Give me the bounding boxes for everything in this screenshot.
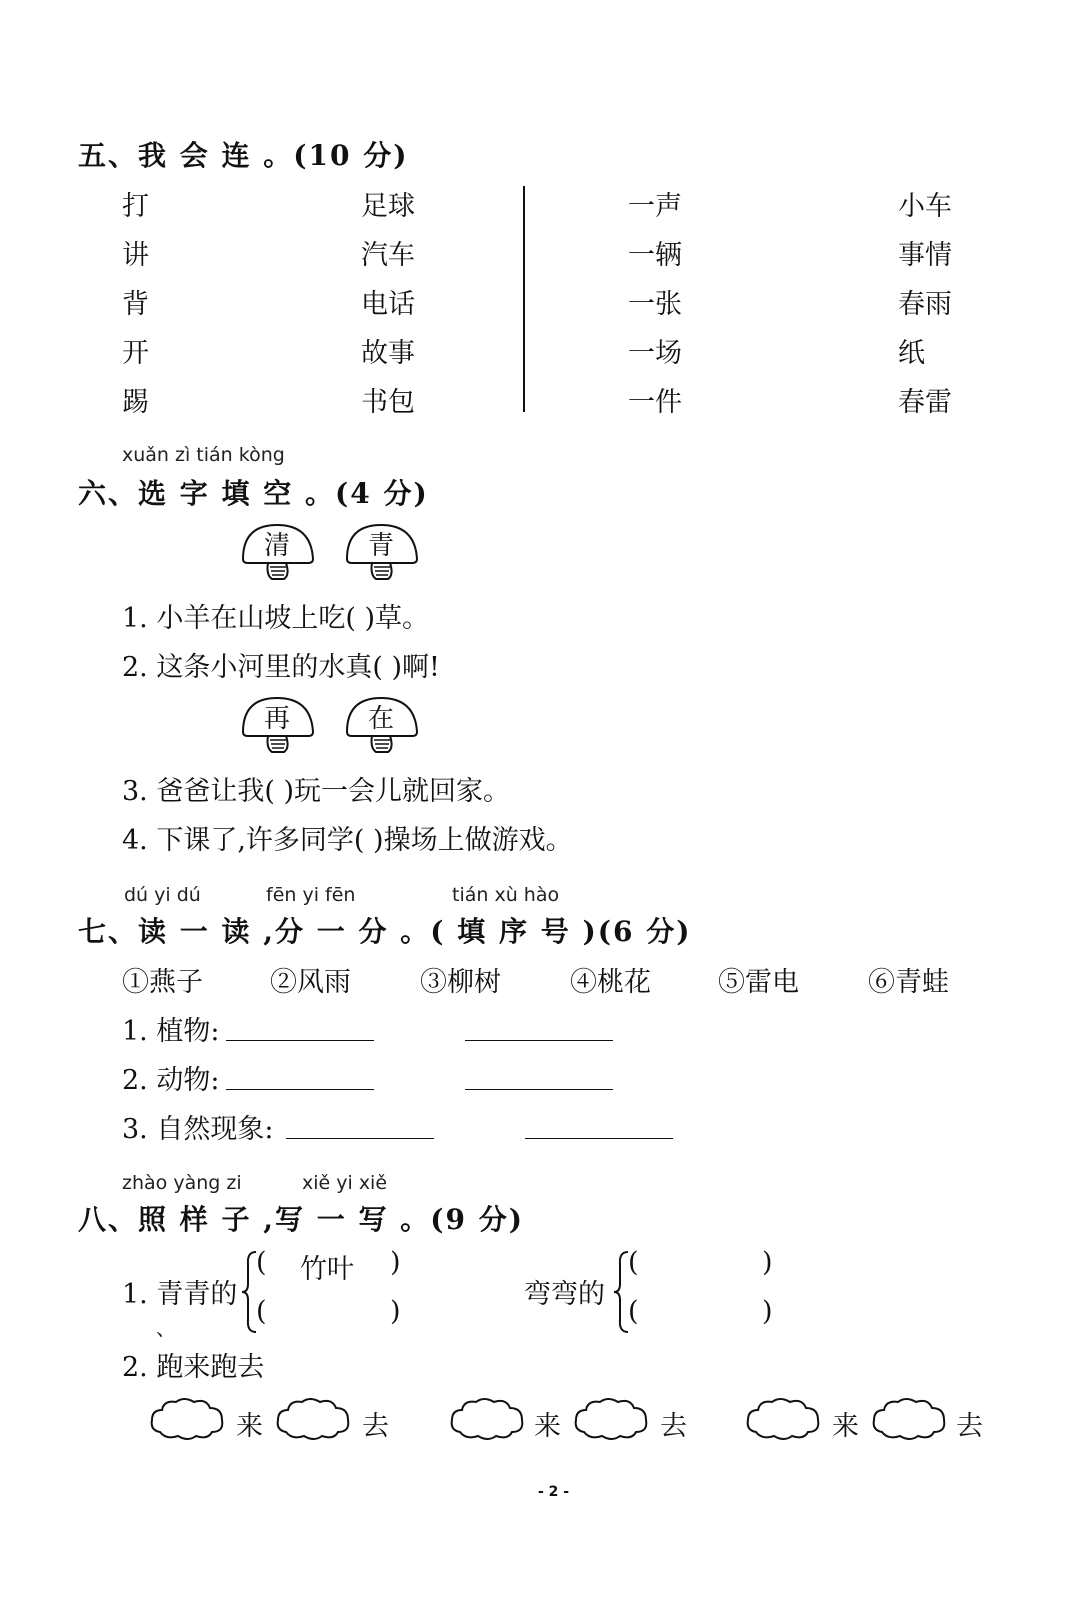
- paren-open: (: [628, 1296, 639, 1327]
- section7-pinyin-1: dú yi dú: [124, 884, 201, 906]
- answer-blank[interactable]: [286, 1138, 434, 1139]
- answer-blank[interactable]: [226, 1040, 374, 1041]
- example-label-qingqing: 1. 青青的: [122, 1279, 238, 1310]
- char-lai: 来: [832, 1411, 859, 1442]
- cloud-blank-icon[interactable]: [448, 1394, 526, 1444]
- match-right-noun-1: 小车: [898, 191, 952, 222]
- section8-pinyin-2: xiě yi xiě: [302, 1172, 388, 1194]
- cloud-blank-icon[interactable]: [572, 1394, 650, 1444]
- fill-question-4: 4. 下课了,许多同学( )操场上做游戏。: [122, 825, 573, 856]
- section5-divider: [523, 186, 525, 412]
- char-option-zai1: 再: [263, 704, 290, 734]
- match-right-noun-3: 春雨: [898, 289, 952, 320]
- paren-open: (: [256, 1296, 267, 1327]
- mushroom-icon: [344, 692, 428, 766]
- answer-blank[interactable]: [465, 1089, 613, 1090]
- match-left-word-3: 背: [122, 289, 149, 320]
- match-left-object-5: 书包: [361, 387, 415, 418]
- match-left-word-1: 打: [122, 191, 149, 222]
- char-qu: 去: [362, 1411, 389, 1442]
- section7-pinyin-2: fēn yi fēn: [266, 884, 356, 906]
- category-label-nature: 3. 自然现象:: [122, 1114, 274, 1145]
- match-left-object-4: 故事: [361, 338, 415, 369]
- match-left-word-5: 踢: [122, 387, 149, 418]
- answer-blank[interactable]: [525, 1138, 673, 1139]
- section7-title: 七、读 一 读 ,分 一 分 。( 填 序 号 )(6 分): [78, 915, 692, 948]
- char-option-zai2: 在: [367, 704, 394, 734]
- section6-pinyin: xuǎn zì tián kòng: [122, 444, 285, 466]
- match-right-measure-4: 一场: [628, 338, 682, 369]
- category-label-animals: 2. 动物:: [122, 1065, 220, 1096]
- cloud-blank-icon[interactable]: [148, 1394, 226, 1444]
- char-qu: 去: [660, 1411, 687, 1442]
- section7-pinyin-3: tián xù hào: [452, 884, 560, 906]
- match-left-word-2: 讲: [122, 240, 149, 271]
- paren-open: (: [628, 1247, 639, 1278]
- match-left-object-3: 电话: [361, 289, 415, 320]
- fill-question-3: 3. 爸爸让我( )玩一会儿就回家。: [122, 776, 510, 807]
- category-option-3: ③柳树: [420, 967, 501, 998]
- fill-question-1: 1. 小羊在山坡上吃( )草。: [122, 603, 429, 634]
- match-left-word-4: 开: [122, 338, 149, 369]
- paren-close: ): [390, 1296, 401, 1327]
- category-label-plants: 1. 植物:: [122, 1016, 220, 1047]
- match-right-measure-1: 一声: [628, 191, 682, 222]
- category-option-6: ⑥青蛙: [868, 967, 949, 998]
- section5-title: 五、我 会 连 。(10 分): [78, 139, 409, 172]
- char-lai: 来: [534, 1411, 561, 1442]
- match-right-measure-5: 一件: [628, 387, 682, 418]
- paren-close: ): [762, 1247, 773, 1278]
- match-right-measure-2: 一辆: [628, 240, 682, 271]
- cloud-blank-icon[interactable]: [744, 1394, 822, 1444]
- fill-question-2: 2. 这条小河里的水真( )啊!: [122, 652, 440, 683]
- stray-mark: 、: [156, 1316, 176, 1340]
- mushroom-icon: [240, 519, 324, 593]
- cloud-blank-icon[interactable]: [870, 1394, 948, 1444]
- char-qu: 去: [956, 1411, 983, 1442]
- example-paolaipaoqu: 2. 跑来跑去: [122, 1352, 265, 1383]
- match-right-measure-3: 一张: [628, 289, 682, 320]
- section8-pinyin-1: zhào yàng zi: [122, 1172, 242, 1194]
- match-right-noun-2: 事情: [898, 240, 952, 271]
- char-lai: 来: [236, 1411, 263, 1442]
- section8-title: 八、照 样 子 ,写 一 写 。(9 分): [78, 1203, 524, 1236]
- match-left-object-2: 汽车: [361, 240, 415, 271]
- mushroom-icon: [240, 692, 324, 766]
- paren-close: ): [390, 1247, 401, 1278]
- paren-open: (: [256, 1247, 267, 1278]
- match-left-object-1: 足球: [361, 191, 415, 222]
- example-answer: 竹叶: [300, 1254, 354, 1285]
- example-label-wanwan: 弯弯的: [524, 1279, 605, 1310]
- match-right-noun-4: 纸: [898, 338, 925, 369]
- match-right-noun-5: 春雷: [898, 387, 952, 418]
- page-number: - 2 -: [538, 1484, 570, 1500]
- mushroom-icon: [344, 519, 428, 593]
- section6-title: 六、选 字 填 空 。(4 分): [78, 477, 429, 510]
- category-option-4: ④桃花: [570, 967, 651, 998]
- category-option-2: ②风雨: [270, 967, 351, 998]
- answer-blank[interactable]: [226, 1089, 374, 1090]
- paren-close: ): [762, 1296, 773, 1327]
- category-option-1: ①燕子: [122, 967, 203, 998]
- answer-blank[interactable]: [465, 1040, 613, 1041]
- category-option-5: ⑤雷电: [718, 967, 799, 998]
- char-option-qing2: 青: [367, 531, 394, 561]
- cloud-blank-icon[interactable]: [274, 1394, 352, 1444]
- char-option-qing1: 清: [263, 531, 290, 561]
